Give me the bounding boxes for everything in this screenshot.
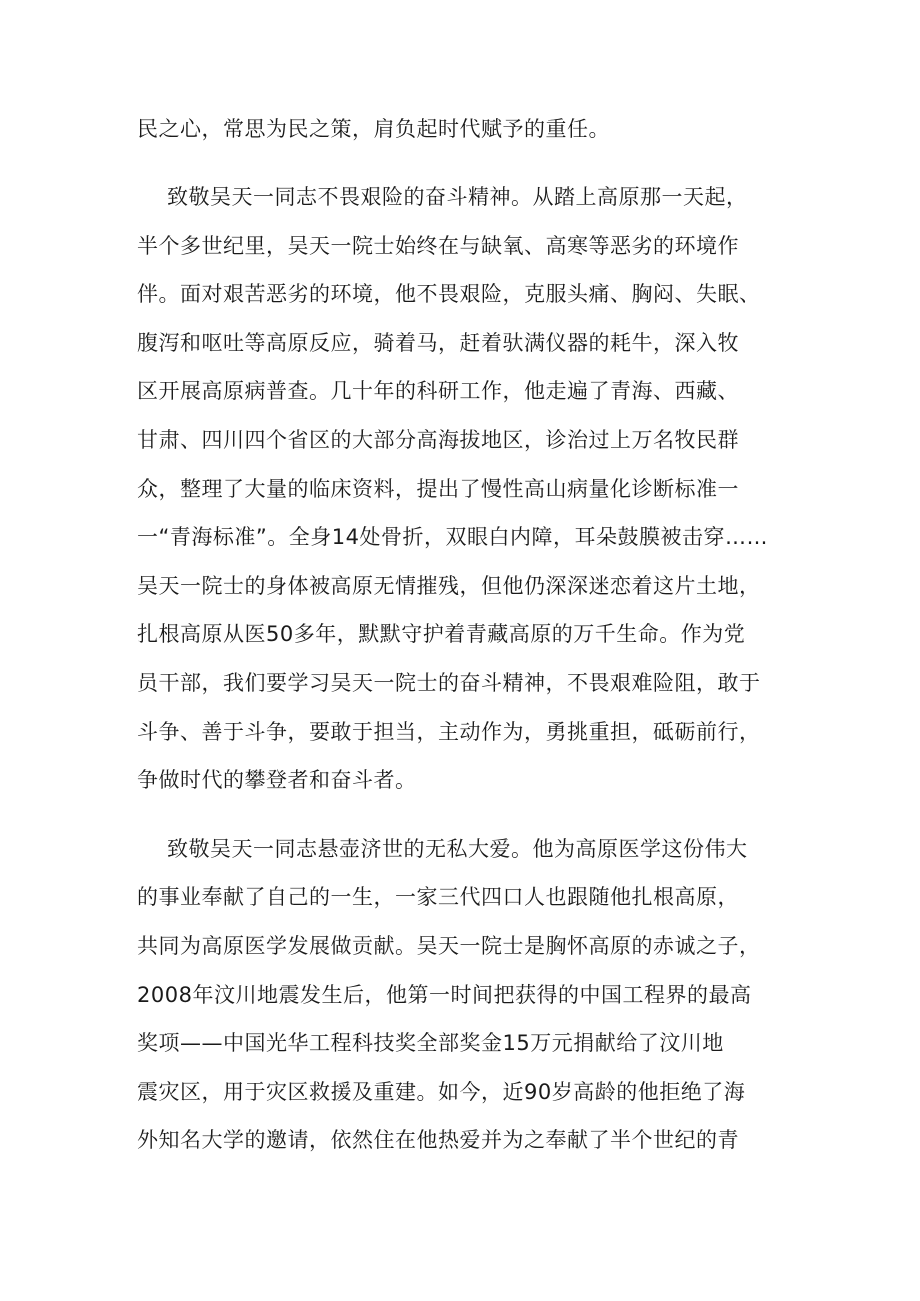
text-line: 吴天一院士的身体被高原无情摧残，但他仍深深迷恋着这片土地， <box>137 574 761 598</box>
text-line: 民之心，常思为民之策，肩负起时代赋予的重任。 <box>137 117 610 141</box>
text-line: 奖项——中国光华工程科技奖全部奖金15万元捐献给了汶川地 <box>137 1031 724 1055</box>
text-line: 争做时代的攀登者和奋斗者。 <box>137 768 417 792</box>
text-line: 区开展高原病普查。几十年的科研工作，他走遍了青海、西藏、 <box>137 379 739 403</box>
text-line: 员干部，我们要学习吴天一院士的奋斗精神，不畏艰难险阻，敢于 <box>137 671 761 695</box>
text-line: 众，整理了大量的临床资料，提出了慢性高山病量化诊断标准一 <box>137 477 739 501</box>
text-line: 腹泻和呕吐等高原反应，骑着马，赶着驮满仪器的耗牛，深入牧 <box>137 331 739 355</box>
text-line: 伴。面对艰苦恶劣的环境，他不畏艰险，克服头痛、胸闷、失眠、 <box>137 282 761 306</box>
text-line: 半个多世纪里，吴天一院士始终在与缺氧、高寒等恶劣的环境作 <box>137 234 739 258</box>
text-line: 致敬吴天一同志不畏艰险的奋斗精神。从踏上高原那一天起， <box>167 185 748 209</box>
text-line: 2008年汶川地震发生后，他第一时间把获得的中国工程界的最高 <box>137 983 752 1007</box>
text-line: 外知名大学的邀请，依然住在他热爱并为之奉献了半个世纪的青 <box>137 1128 739 1152</box>
text-line: 致敬吴天一同志悬壶济世的无私大爱。他为高原医学这份伟大 <box>167 837 748 861</box>
text-line: 甘肃、四川四个省区的大部分高海拔地区，诊治过上万名牧民群 <box>137 428 739 452</box>
text-line: 一“青海标准”。全身14处骨折，双眼白内障，耳朵鼓膜被击穿…… <box>137 525 768 549</box>
text-line: 扎根高原从医50多年，默默守护着青藏高原的万千生命。作为党 <box>137 622 746 646</box>
text-line: 斗争、善于斗争，要敢于担当，主动作为，勇挑重担，砥砺前行， <box>137 720 761 744</box>
text-line: 共同为高原医学发展做贡献。吴天一院士是胸怀高原的赤诚之子， <box>137 934 761 958</box>
text-line: 震灾区，用于灾区救援及重建。如今，近90岁高龄的他拒绝了海 <box>137 1080 746 1104</box>
text-line: 的事业奉献了自己的一生，一家三代四口人也跟随他扎根高原， <box>137 885 739 909</box>
